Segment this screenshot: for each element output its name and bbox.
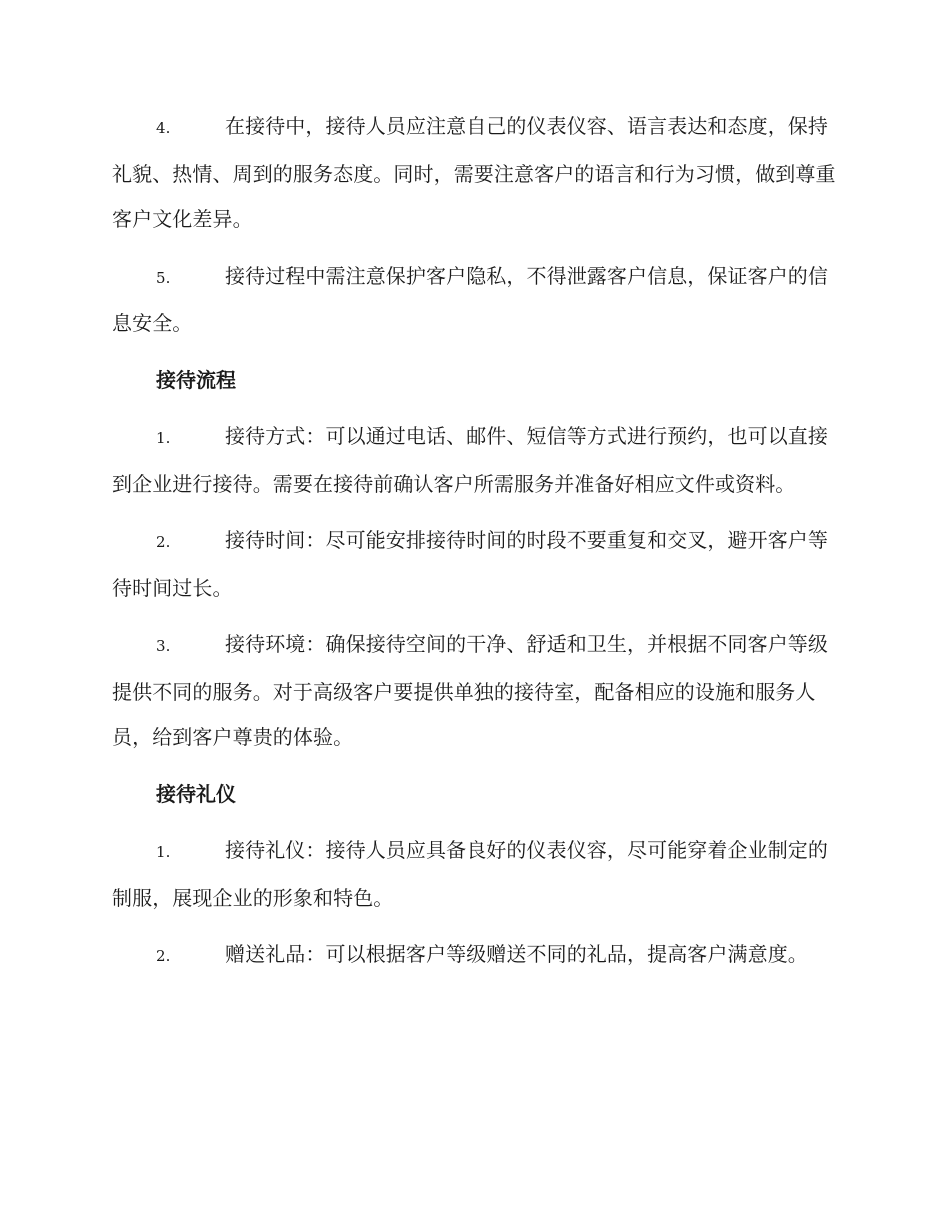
list-item-text: 赠送礼品：可以根据客户等级赠送不同的礼品，提高客户满意度。 [225, 942, 808, 966]
list-item-text: 接待环境：确保接待空间的干净、舒适和卫生，并根据不同客户等级提供不同的服务。对于高级客户要提供单独的接待室，配备相应的设施和服务人员，给到客户尊贵的体验。 [112, 632, 828, 749]
process-item-3 [112, 622, 836, 761]
list-item-4 [112, 104, 836, 243]
list-number: 2. [156, 533, 171, 551]
section-heading-process: 接待流程 [156, 367, 236, 392]
list-item-text: 接待过程中需注意保护客户隐私，不得泄露客户信息，保证客户的信息安全。 [112, 263, 828, 335]
process-item-2 [112, 518, 836, 611]
etiquette-item-2 [112, 932, 836, 980]
list-number: 1. [156, 429, 171, 447]
list-number: 4. [156, 119, 171, 137]
list-item-5 [112, 254, 836, 347]
list-item-text: 接待时间：尽可能安排接待时间的时段不要重复和交叉，避开客户等待时间过长。 [112, 528, 828, 600]
list-number: 2. [156, 947, 171, 965]
list-item-text: 接待方式：可以通过电话、邮件、短信等方式进行预约，也可以直接到企业进行接待。需要在接待前确认客户所需服务并准备好相应文件或资料。 [112, 424, 828, 496]
etiquette-item-1 [112, 828, 836, 921]
list-number: 5. [156, 268, 171, 287]
section-heading-etiquette: 接待礼仪 [156, 781, 236, 806]
list-number: 1. [156, 843, 171, 861]
list-item-text: 在接待中，接待人员应注意自己的仪表仪容、语言表达和态度，保持礼貌、热情、周到的服务态度。同时，需要注意客户的语言和行为习惯，做到尊重客户文化差异。 [112, 114, 836, 231]
list-number: 3. [156, 637, 171, 655]
list-item-text: 接待礼仪：接待人员应具备良好的仪表仪容，尽可能穿着企业制定的制服，展现企业的形象和特色。 [112, 838, 828, 910]
process-item-1 [112, 414, 836, 507]
document-body [112, 104, 836, 991]
